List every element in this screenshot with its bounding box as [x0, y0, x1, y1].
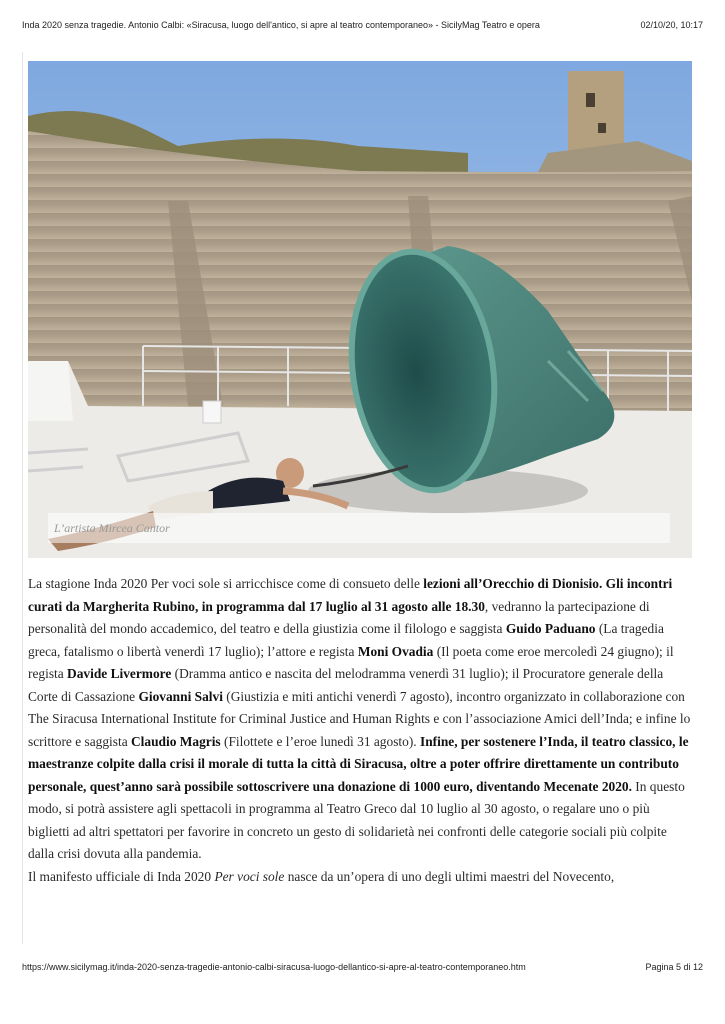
bold-run: lezioni all’Orecchio di Dionisio. Gli incontri curati da Margherita Rubino, in programma dal 17 luglio al 31 agosto alle 18.30 [28, 576, 673, 614]
print-datetime: 02/10/20, 10:17 [640, 20, 703, 30]
article-paragraph [28, 573, 694, 866]
page-number: Pagina 5 di 12 [645, 962, 703, 972]
bold-run: Giovanni Salvi [138, 688, 223, 704]
text-run: (Giustizia e miti antichi venerdì 7 agosto), incontro organizzato in collaborazione con The Siracusa International Institute for Criminal Justice and Human Rights e con l’associazione Amici dell’Inda; e infine lo scrittore e saggista [28, 688, 691, 749]
article-body [28, 573, 694, 888]
text-run: La stagione Inda 2020 Per voci sole si arricchisce come di consueto delle [28, 576, 424, 591]
italic-run: Per voci sole [214, 868, 285, 884]
print-footer [22, 962, 703, 972]
page-url: https://www.sicilymag.it/inda-2020-senza-tragedie-antonio-calbi-siracusa-luogo-dellantico-si-apre-al-teatro-contemporaneo.htm [22, 962, 526, 972]
left-margin-rule [22, 52, 23, 944]
bold-run: Guido Paduano [505, 621, 596, 636]
text-run: Il manifesto ufficiale di Inda 2020 [28, 868, 215, 884]
text-run: , vedranno la partecipazione di personalità del mondo accademico, del teatro e della giustizia come il filologo e saggista [28, 598, 650, 636]
bold-run: Claudio Magris [131, 733, 221, 749]
text-run: In questo modo, si potrà assistere agli spettacoli in programma al Teatro Greco dal 10 luglio al 30 agosto, o regalare uno o più biglietti ad altri spettatori per favorire in concreto un gesto di solidarietà nei confronti delle categorie sociali più colpite dalla crisi dovuta alla pandemia. [28, 778, 685, 861]
text-run: (Il poeta come eroe mercoledì 24 giugno); il regista [28, 643, 674, 681]
text-run: (Dramma antico e nascita del melodramma venerdì 31 luglio); il Procuratore generale della Corte di Cassazione [28, 666, 664, 704]
text-run: (La tragedia greca, fatalismo o libertà venerdì 17 luglio); l’attore e regista [28, 621, 664, 659]
bold-run: Moni Ovadia [357, 643, 434, 659]
text-run: (Filottete e l’eroe lunedì 31 agosto). [220, 733, 420, 749]
article-paragraph [28, 866, 694, 889]
document-title: Inda 2020 senza tragedie. Antonio Calbi: «Siracusa, luogo dell'antico, si apre al teatro contemporaneo» - SicilyMag Teatro e opera [22, 20, 540, 30]
article-photo [28, 61, 692, 558]
photo-caption: L’artista Mircea Cantor [48, 513, 670, 543]
text-run: nasce da un’opera di uno degli ultimi maestri del Novecento, [284, 868, 615, 884]
bold-run: Davide Livermore [67, 666, 172, 681]
bold-run: Infine, per sostenere l’Inda, il teatro classico, le maestranze colpite dalla crisi il morale di tutta la città di Siracusa, oltre a poter offrire direttamente un contributo personale, quest’anno sarà possibile sottoscrivere una donazione di 1000 euro, diventando Mecenate 2020. [28, 733, 689, 794]
theatre-bell-illustration [28, 61, 692, 558]
print-header [22, 20, 703, 30]
